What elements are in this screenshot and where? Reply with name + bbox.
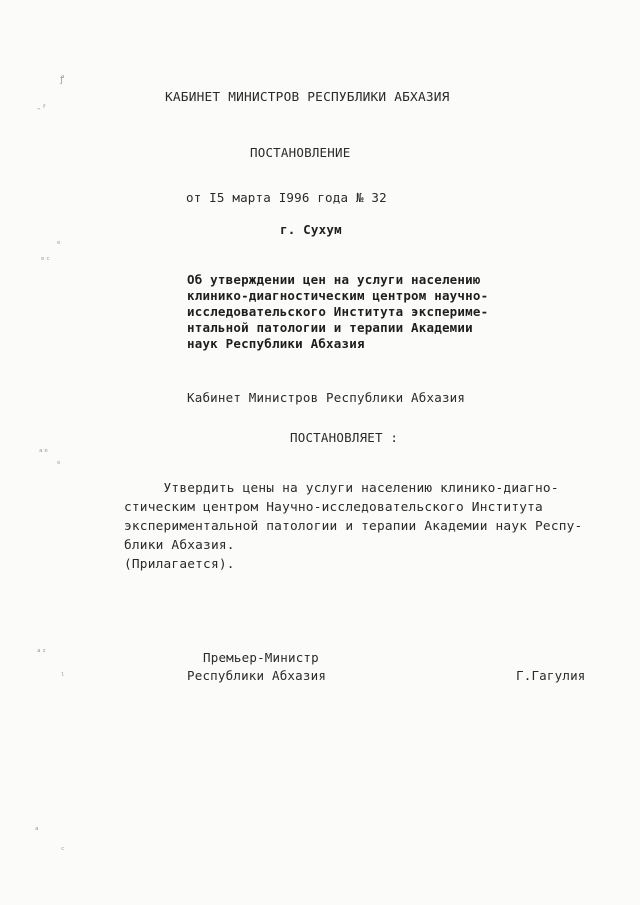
body-line: экспериментальной патологии и терапии Академии наук Респу- bbox=[124, 519, 583, 534]
signatory-title: Премьер-Министр bbox=[203, 650, 319, 665]
body-line: блики Абхазия. bbox=[124, 538, 235, 553]
body-line: (Прилагается). bbox=[124, 557, 235, 572]
subject-line: наук Республики Абхазия bbox=[187, 336, 365, 351]
body-line: стическим центром Научно-исследовательского Института bbox=[124, 500, 543, 515]
margin-mark: ꝭ bbox=[60, 75, 65, 85]
issuer: Кабинет Министров Республики Абхазия bbox=[187, 390, 466, 405]
margin-mark: -ᶠ bbox=[36, 104, 47, 114]
margin-mark: ᶜ bbox=[60, 846, 66, 856]
subject-line: нтальной патологии и терапии Академии bbox=[187, 320, 473, 335]
margin-mark: ˡ bbox=[60, 672, 66, 682]
place: г. Сухум bbox=[280, 222, 342, 237]
signatory-title: Республики Абхазия bbox=[187, 668, 327, 683]
subject-line: клинико-диагностическим центром научно- bbox=[187, 288, 489, 303]
document-type: ПОСТАНОВЛЕНИЕ bbox=[250, 145, 351, 160]
margin-mark: ᵉ bbox=[56, 240, 62, 250]
date-line: от I5 марта I996 года № 32 bbox=[186, 190, 387, 205]
margin-mark: ᵃᶻ bbox=[36, 648, 47, 658]
margin-mark: ᵉᶜ bbox=[40, 256, 51, 266]
resolves-heading: ПОСТАНОВЛЯЕТ : bbox=[290, 430, 399, 445]
margin-mark: ᵉ bbox=[56, 460, 62, 470]
signatory-name: Г.Гагулия bbox=[516, 668, 586, 683]
margin-mark: ᵃ bbox=[34, 826, 40, 836]
subject-line: Об утверждении цен на услуги населению bbox=[187, 272, 481, 287]
subject-line: исследовательского Института экспериме- bbox=[187, 304, 489, 319]
org-header: КАБИНЕТ МИНИСТРОВ РЕСПУБЛИКИ АБХАЗИЯ bbox=[165, 90, 450, 105]
margin-mark: ᵃᵉ bbox=[38, 448, 49, 458]
body-line: Утвердить цены на услуги населению клинико-диагно- bbox=[124, 481, 559, 496]
